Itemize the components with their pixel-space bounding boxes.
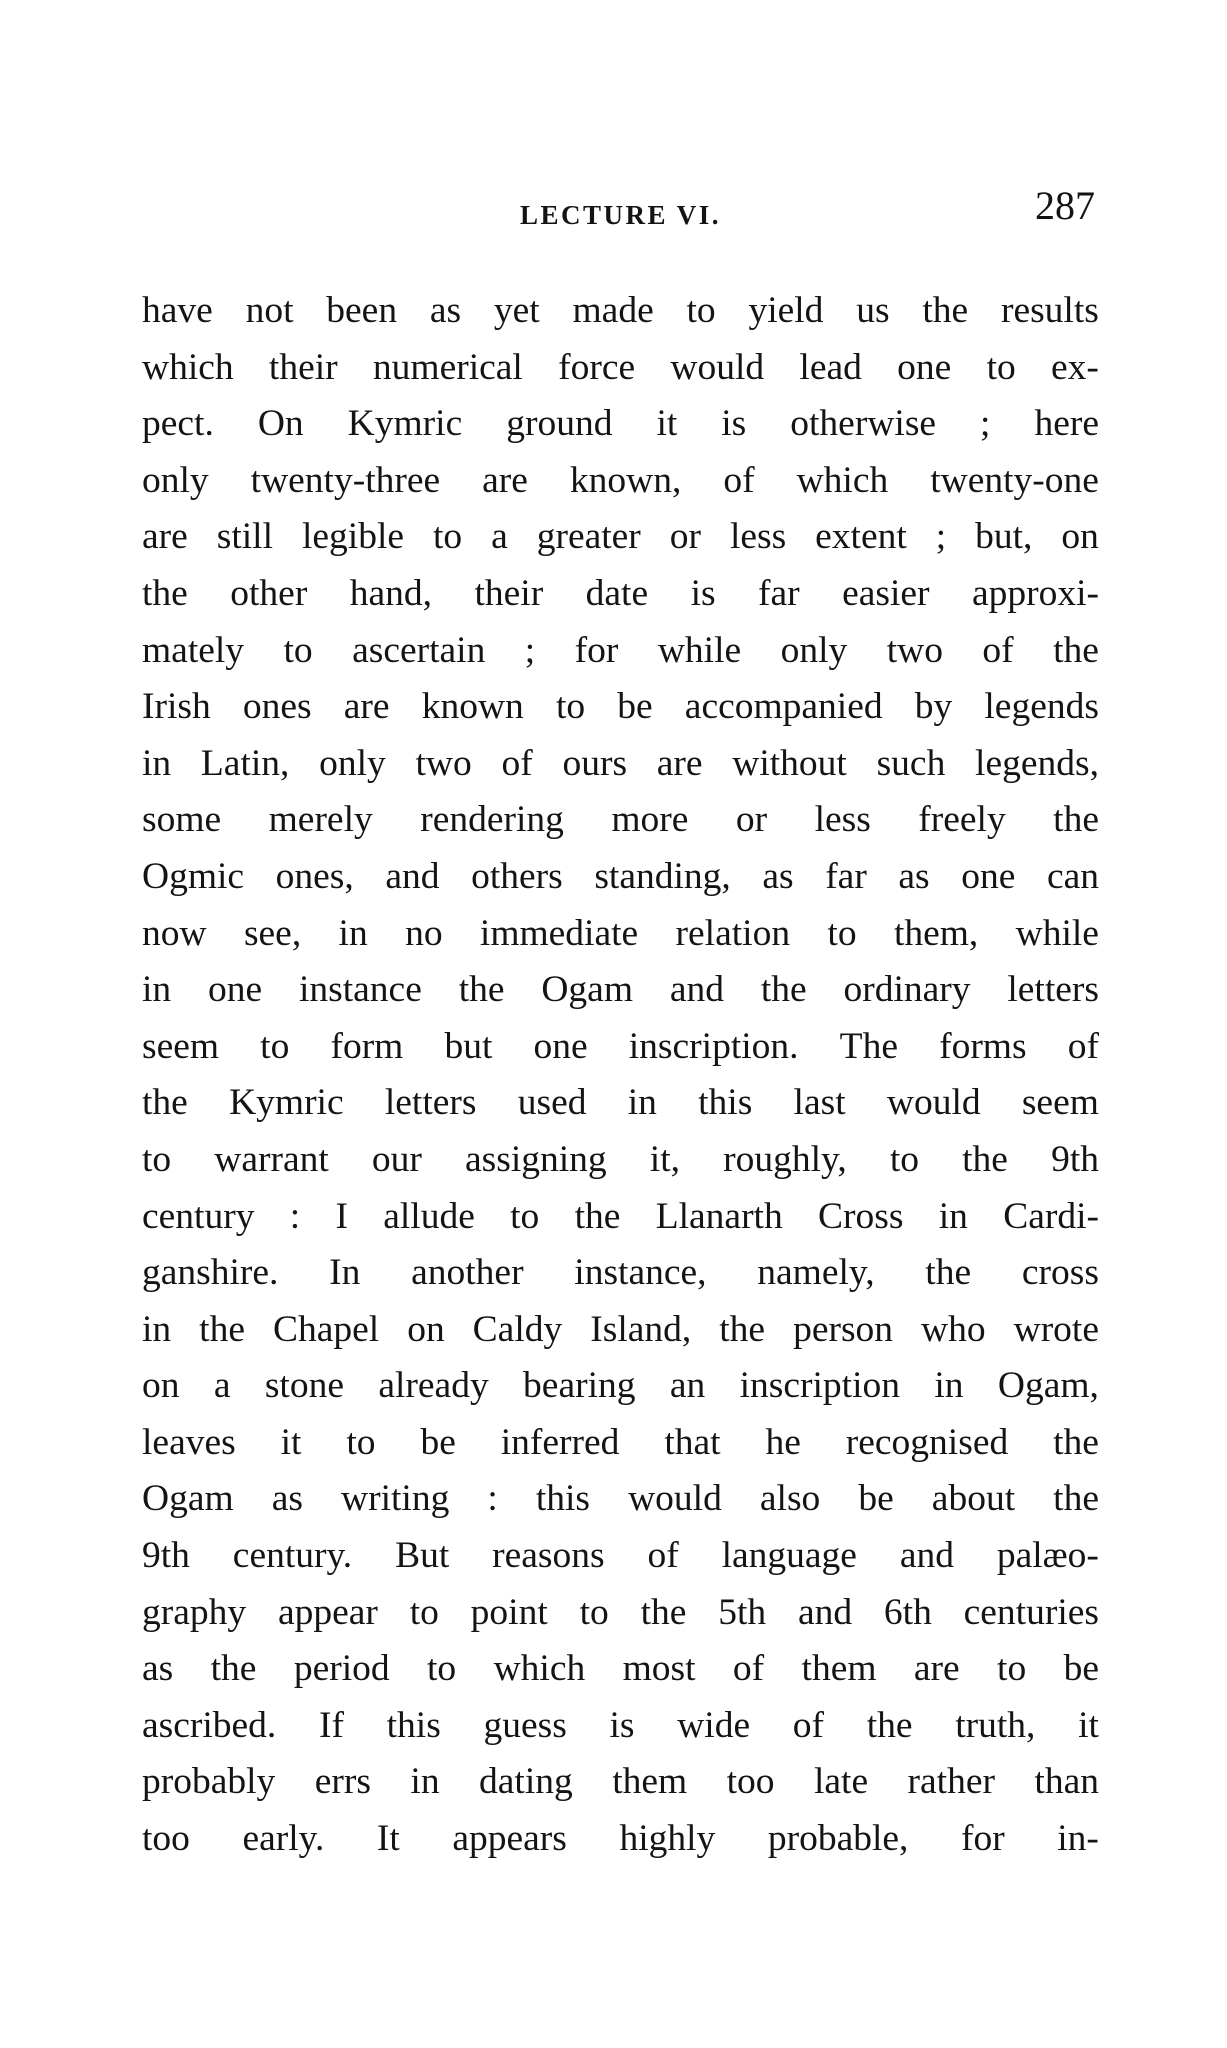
text-line: in one instance the Ogam and the ordinary letters <box>142 969 1099 1011</box>
text-line: on a stone already bearing an inscription in Ogam, <box>142 1365 1099 1407</box>
text-line: in the Chapel on Caldy Island, the person who wrote <box>142 1308 1099 1350</box>
body-text <box>142 292 1099 1877</box>
text-line: 9th century. But reasons of language and palæo- <box>142 1535 1099 1577</box>
text-line: which their numerical force would lead one to ex- <box>142 346 1099 388</box>
text-line: ascribed. If this guess is wide of the truth, it <box>142 1704 1099 1746</box>
text-line: graphy appear to point to the 5th and 6th centuries <box>142 1591 1099 1633</box>
text-line: too early. It appears highly probable, for in- <box>142 1818 1099 1860</box>
running-head <box>142 183 1099 242</box>
text-line: ganshire. In another instance, namely, the cross <box>142 1252 1099 1294</box>
text-line: the other hand, their date is far easier approxi- <box>142 572 1099 614</box>
text-line: mately to ascertain ; for while only two of the <box>142 629 1099 671</box>
text-line: seem to form but one inscription. The forms of <box>142 1025 1099 1067</box>
text-line: pect. On Kymric ground it is otherwise ; here <box>142 403 1099 445</box>
text-line: to warrant our assigning it, roughly, to the 9th <box>142 1138 1099 1180</box>
text-line: the Kymric letters used in this last would seem <box>142 1082 1099 1124</box>
running-title: LECTURE VI. <box>519 200 722 230</box>
page-number: 287 <box>1035 183 1095 228</box>
text-line: now see, in no immediate relation to them, while <box>142 912 1099 954</box>
text-line: century : I allude to the Llanarth Cross in Cardi- <box>142 1195 1099 1237</box>
text-line: are still legible to a greater or less extent ; but, on <box>142 516 1099 558</box>
text-line: have not been as yet made to yield us the results <box>142 290 1099 331</box>
text-line: Irish ones are known to be accompanied by legends <box>142 686 1099 728</box>
text-line: in Latin, only two of ours are without such legends, <box>142 742 1099 784</box>
text-line: probably errs in dating them too late rather than <box>142 1761 1099 1803</box>
text-line: Ogam as writing : this would also be about the <box>142 1478 1099 1520</box>
text-line: only twenty-three are known, of which twenty-one <box>142 459 1099 501</box>
text-line: as the period to which most of them are to be <box>142 1648 1099 1690</box>
text-line: some merely rendering more or less freely the <box>142 799 1099 841</box>
text-line: leaves it to be inferred that he recognised the <box>142 1421 1099 1463</box>
text-line: Ogmic ones, and others standing, as far as one can <box>142 855 1099 897</box>
